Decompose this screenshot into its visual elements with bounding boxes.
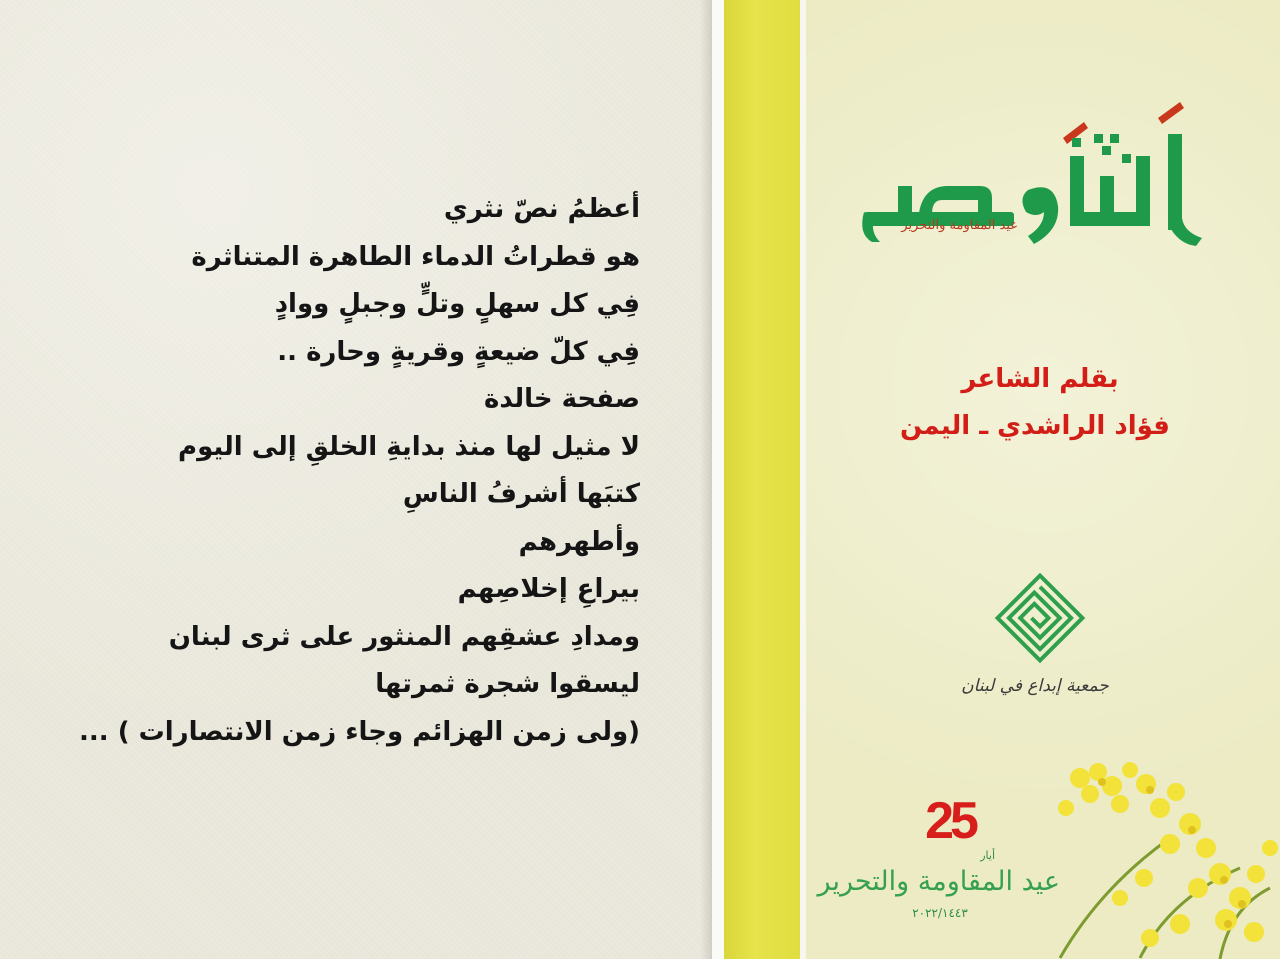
poem-line: (ولى زمن الهزائم وجاء زمن الانتصارات ) ...	[79, 716, 640, 747]
poem-line: وأطهرهم	[518, 526, 640, 557]
association-name: جمعية إبداع في لبنان	[961, 676, 1109, 696]
poem-text	[79, 186, 640, 756]
title-subtitle: عيد المقاومة والتحرير	[901, 218, 1018, 233]
poem-line: فِي كلّ ضيعةٍ وقريةٍ وحارة ..	[277, 336, 640, 367]
anniversary-number: 25	[925, 792, 975, 850]
spine-edge	[712, 0, 724, 959]
occasion-title: عيد المقاومة والتحرير	[817, 866, 1060, 897]
poem-line: ومدادِ عشقِهم المنثور على ثرى لبنان	[168, 621, 640, 652]
book-spine	[724, 0, 800, 959]
author-label: بقلم الشاعر	[961, 364, 1119, 394]
poem-line: بيراعِ إخلاصِهم	[457, 574, 640, 604]
month-label: أيار	[980, 849, 995, 862]
yellow-flowers-image	[1020, 748, 1280, 959]
poem-line: أعظمُ نصّ نثري	[443, 194, 640, 224]
poem-line: فِي كل سهلٍ وتلٍّ وجبلٍ ووادٍ	[274, 289, 640, 319]
poem-line: ليسقوا شجرة ثمرتها	[375, 669, 640, 699]
poem-line: هو قطراتُ الدماء الطاهرة المتناثرة	[191, 241, 640, 272]
poem-line: كتبَها أشرفُ الناسِ	[402, 479, 640, 509]
association-logo-icon	[990, 568, 1090, 668]
year-label: ٢٠٢٢/١٤٤٣	[912, 906, 968, 920]
author-name: فؤاد الراشدي ـ اليمن	[900, 411, 1170, 441]
poem-line: صفحة خالدة	[483, 384, 640, 414]
poem-line: لا مثيل لها منذ بدايةِ الخلقِ إلى اليوم	[178, 431, 640, 462]
